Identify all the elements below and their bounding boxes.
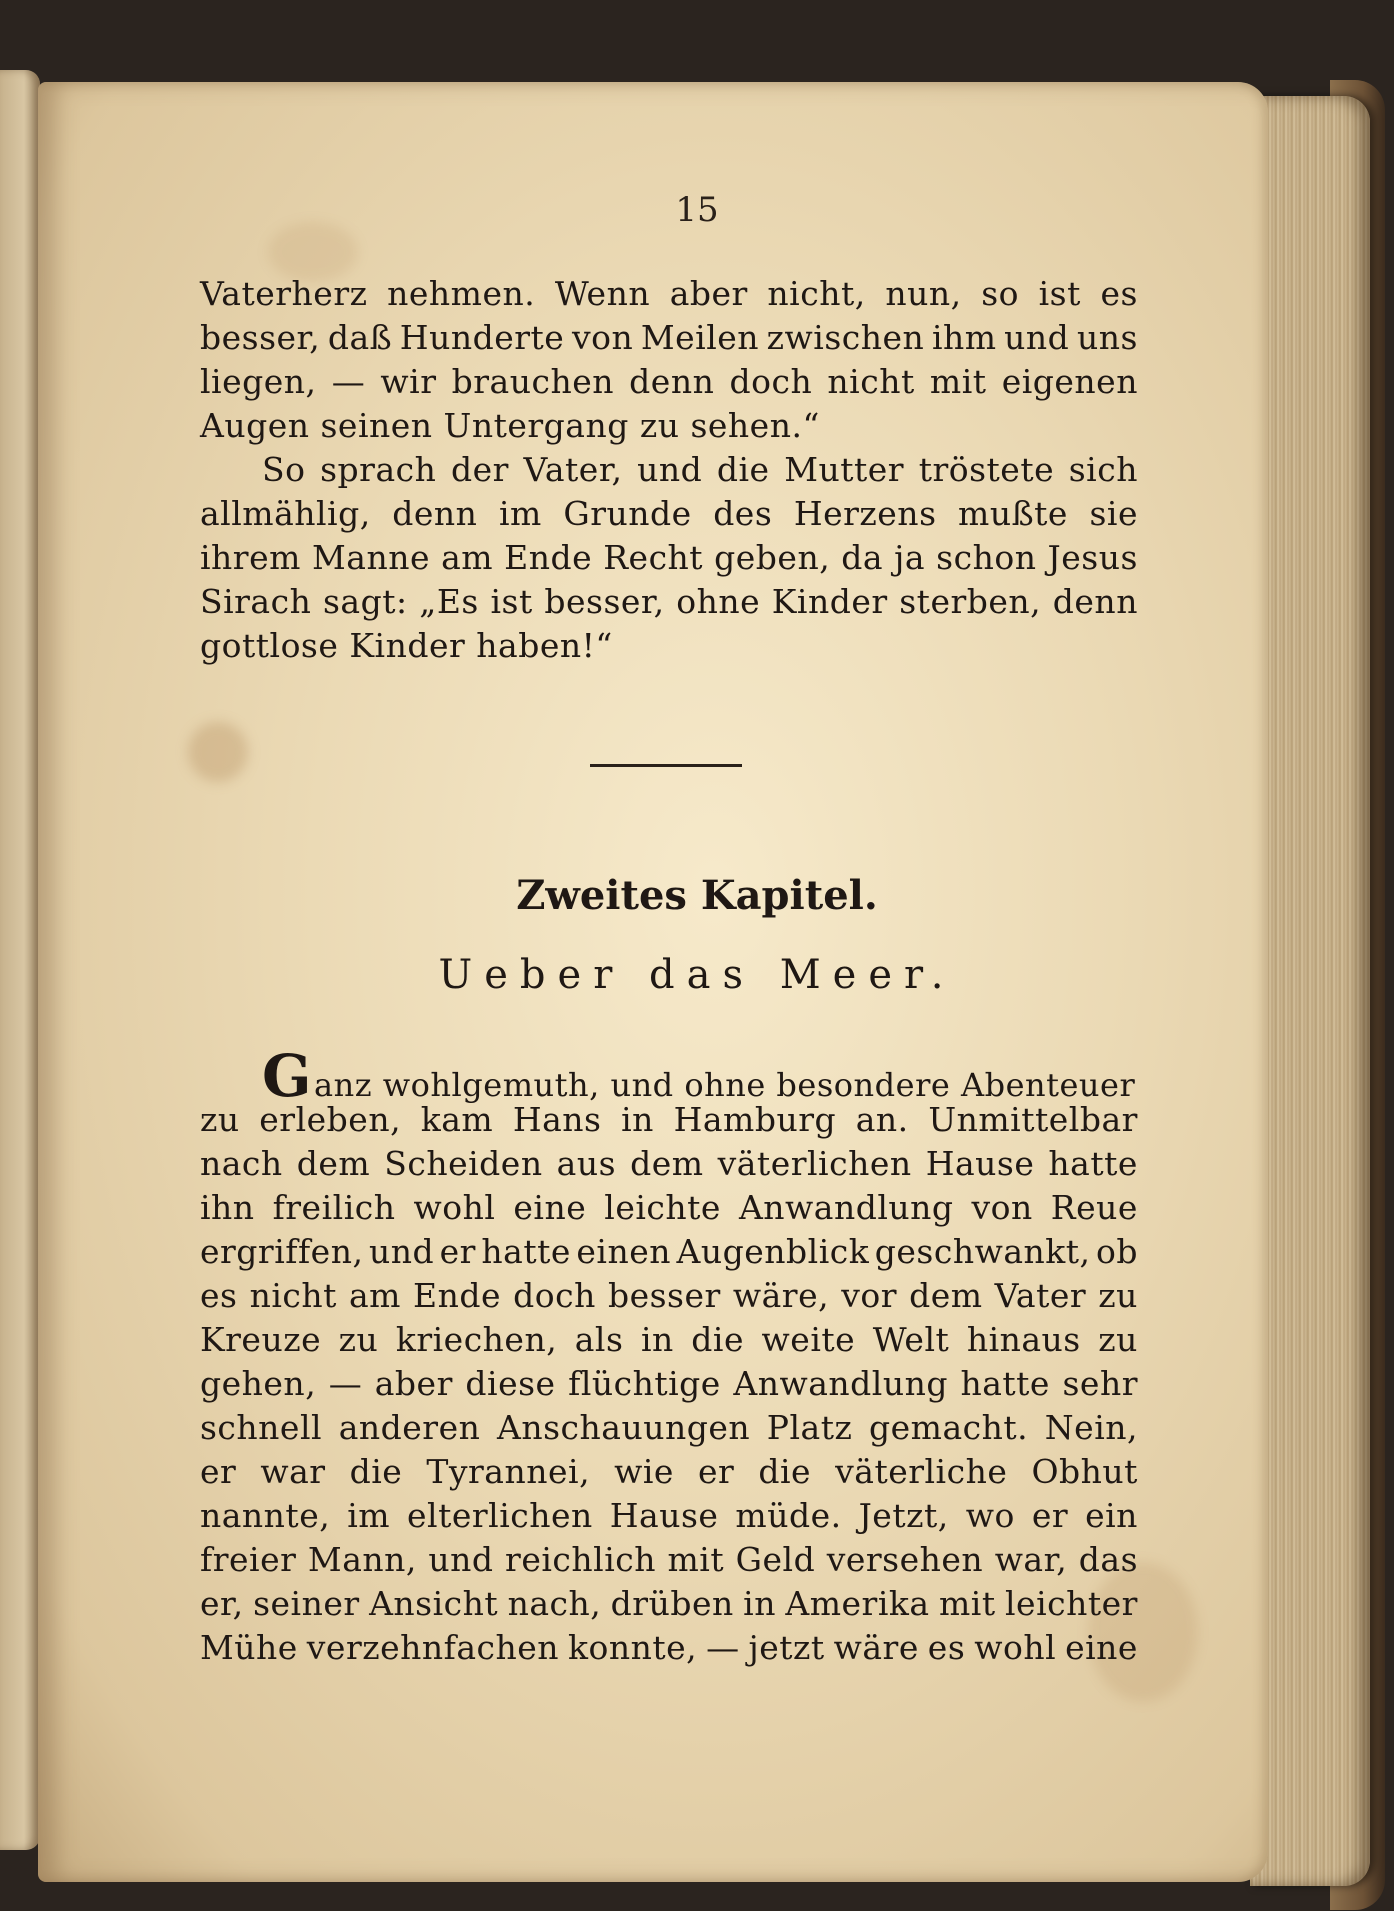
text-line: ergriffen, und er hatte einen Augenblick geschwankt, ob [200, 1232, 1138, 1271]
chapter-subtitle: Ueber das Meer. [438, 952, 956, 998]
chapter-title: Zweites Kapitel. [516, 872, 878, 919]
text-line: er war die Tyrannei, wie er die väterliche Obhut [200, 1452, 1138, 1491]
text-line: freier Mann, und reichlich mit Geld versehen war, das [200, 1540, 1138, 1579]
page-number: 15 [675, 190, 719, 230]
text-line-first [200, 1042, 1138, 1110]
text-line: gehen, — aber diese flüchtige Anwandlung hatte sehr [200, 1364, 1138, 1403]
text-line: Augen seinen Untergang zu sehen.“ [200, 406, 820, 445]
text-line: liegen, — wir brauchen denn doch nicht mit eigenen [200, 362, 1138, 401]
text-line: ihn freilich wohl eine leichte Anwandlung von Reue [200, 1188, 1138, 1227]
text-line: er, seiner Ansicht nach, drüben in Amerika mit leichter [200, 1584, 1138, 1623]
text-line: Vaterherz nehmen. Wenn aber nicht, nun, so ist es [200, 274, 1138, 313]
text-line: ihrem Manne am Ende Recht geben, da ja schon Jesus [200, 538, 1138, 577]
section-divider [590, 764, 742, 767]
text-line: nach dem Scheiden aus dem väterlichen Hause hatte [200, 1144, 1138, 1183]
first-line-text: anz wohlgemuth, und ohne besondere Abenteuer [314, 1066, 1136, 1104]
text-line: nannte, im elterlichen Hause müde. Jetzt, wo er ein [200, 1496, 1138, 1535]
text-line: besser, daß Hunderte von Meilen zwischen ihm und uns [200, 318, 1138, 357]
text-line: gottlose Kinder haben!“ [200, 626, 613, 665]
text-line: allmählig, denn im Grunde des Herzens mußte sie [200, 494, 1138, 533]
text-line: So sprach der Vater, und die Mutter tröstete sich [262, 450, 1138, 489]
text-line: zu erleben, kam Hans in Hamburg an. Unmittelbar [200, 1100, 1138, 1139]
text-line: Kreuze zu kriechen, als in die weite Welt hinaus zu [200, 1320, 1138, 1359]
text-block-top [200, 272, 1138, 668]
text-block-chapter [200, 1042, 1138, 1670]
text-line: Sirach sagt: „Es ist besser, ohne Kinder sterben, denn [200, 582, 1138, 621]
text-line: Mühe verzehnfachen konnte, — jetzt wäre es wohl eine [200, 1628, 1138, 1667]
text-line: es nicht am Ende doch besser wäre, vor dem Vater zu [200, 1276, 1138, 1315]
text-line: schnell anderen Anschauungen Platz gemacht. Nein, [200, 1408, 1138, 1447]
paper-stain [188, 722, 248, 782]
drop-cap: G [262, 1042, 313, 1110]
